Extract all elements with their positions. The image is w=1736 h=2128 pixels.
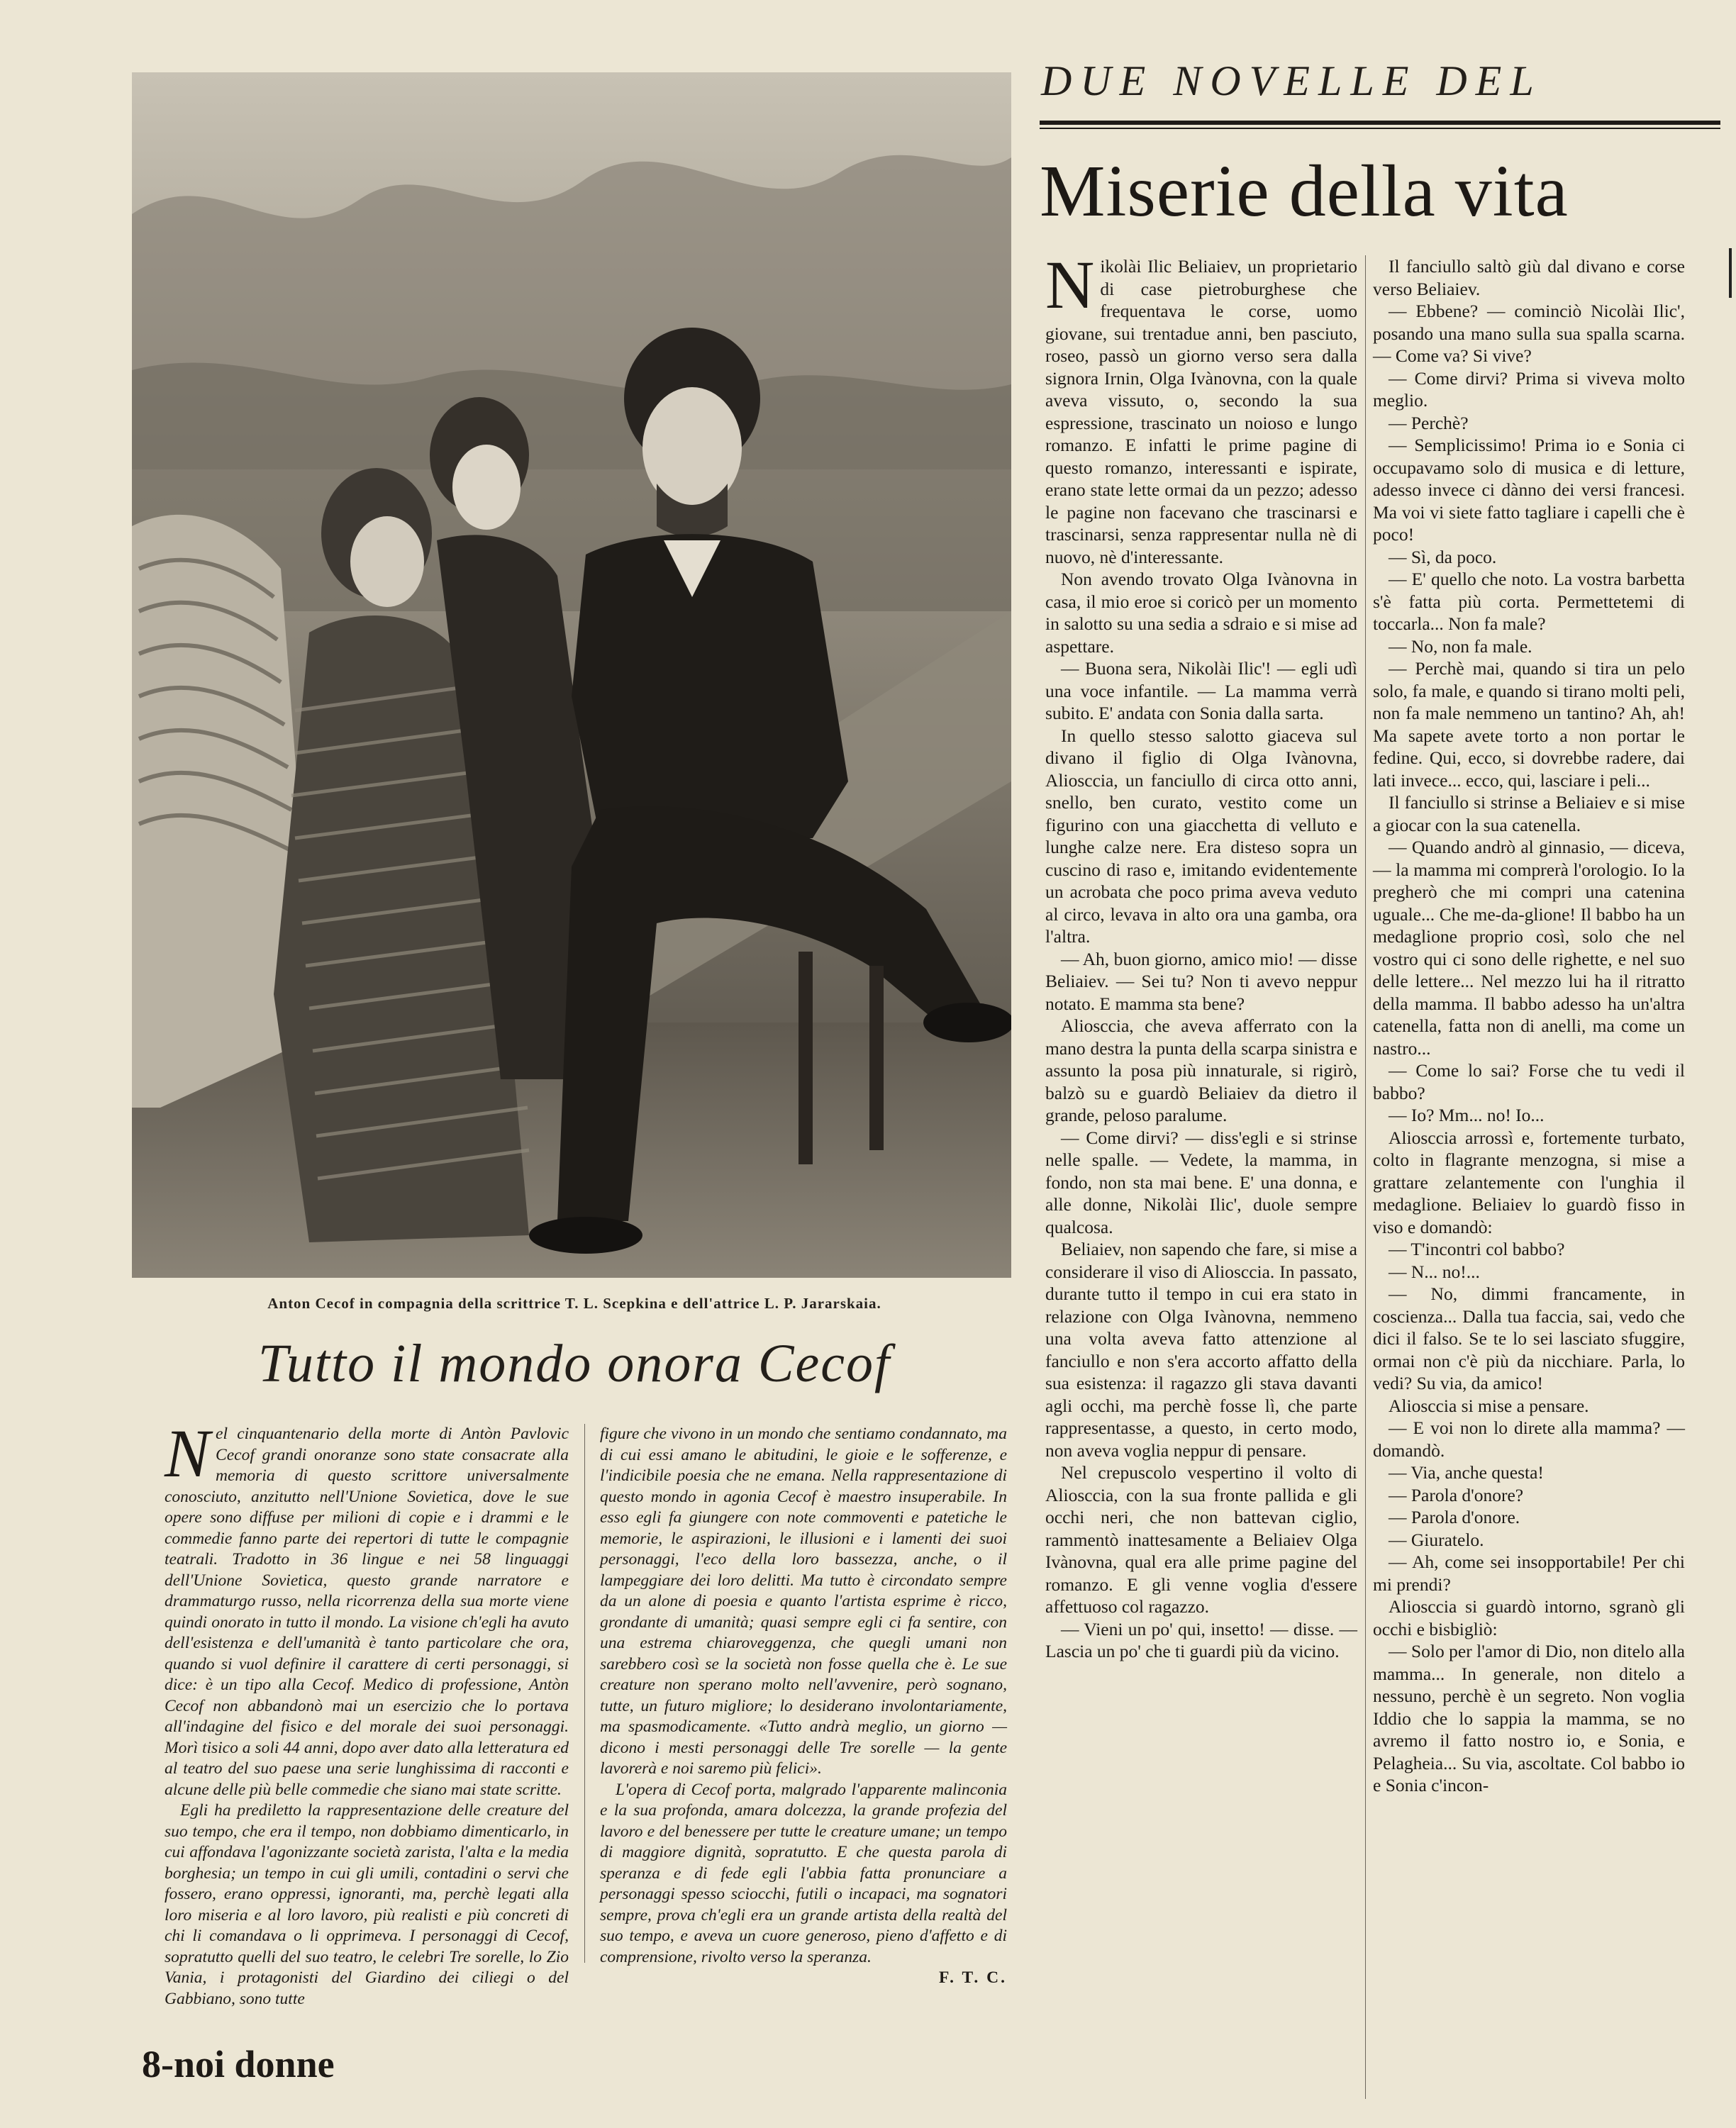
edge-mark bbox=[1729, 248, 1732, 298]
article-column-2 bbox=[600, 1424, 1007, 1989]
article-headline: Tutto il mondo onora Cecof bbox=[257, 1334, 891, 1393]
story-paragraph: — Come lo sai? Forse che tu vedi il babbo? bbox=[1373, 1060, 1685, 1103]
story-paragraph: — Ebbene? — cominciò Nicolài Ilic', posando una mano sulla sua spalla scarna. — Come va? Si vive? bbox=[1373, 301, 1685, 366]
header-rule bbox=[1040, 121, 1720, 125]
drop-cap: N bbox=[165, 1415, 211, 1491]
article-paragraph: Nel cinquantenario della morte di Antòn Pavlovic Cecof grandi onoranze sono state consacrate alla memoria di questo scrittore universalmente conosciuto, anzitutto nell'Unione Sovietica, dove le sue opere sono diffuse per milioni di copie e i drammi e le commedie fanno parte dei repertori di tutte le compagnie teatrali. Tradotto in 36 lingue e nei 58 linguaggi dell'Unione Sovietica, questo grande narratore e drammaturgo russo, nella ricorrenza della sua morte viene quindi onorato in tutto il mondo. La visione ch'egli ha avuto dell'esistenza e dell'umanità è tanto particolare che ora, quando si vuol definire il carattere di certi personaggi, si dice: è un tipo alla Cecof. Medico di professione, Antòn Cecof non abbandonò mai un esercizio che lo portava all'indagine del fisico e del morale dei suoi personaggi. Morì tisico a soli 44 anni, dopo aver dato alla letteratura ed al teatro del suo paese una serie lunghissima di racconti e alcune delle più belle commedie che siano mai state scritte. bbox=[165, 1415, 569, 1799]
story-paragraph: Nikolài Ilic Beliaiev, un proprietario di case pietroburghese che frequentava le corse, uomo giovane, sui trentadue anni, ben pasciuto, roseo, passò un giorno verso sera dalla signora Irnin, Olga Ivànovna, con la quale aveva vissuto, o, secondo la sua espressione, trascinato un noioso e lungo romanzo. E infatti le prime pagine di questo romanzo, interessanti e ispirate, erano state lette ormai da un pezzo; adesso le pagine non facevano che trascinarsi e trascinarsi, senza rappresentar nulla nè di nuovo, nè d'interessante. bbox=[1045, 247, 1357, 567]
article-column-1 bbox=[165, 1415, 569, 2010]
story-paragraph: — Quando andrò al ginnasio, — diceva, — la mamma mi comprerà l'orologio. Io la pregherò che mi compri una catenina uguale... Che me-da-glione! Il babbo ha un medaglione proprio così, solo che nel vostro qui ci sono delle righette, e nel suo delle lettere... Nel mezzo lui ha il ritratto della mamma. Il babbo adesso ha un'altra catenella, fatta non di anelli, ma come un nastro... bbox=[1373, 837, 1685, 1059]
story-paragraph: In quello stesso salotto giaceva sul divano il figlio di Olga Ivànovna, Aliosccia, un fanciullo di circa otto anni, snello, ben curato, vestito come un figurino con una giacchetta di velluto e lunghe calze nere. Era disteso sopra un cuscino di raso e, imitando evidentemente un acrobata che poco prima aveva veduto al circo, levava in alto ora una gamba, ora l'altra. bbox=[1045, 725, 1357, 947]
story-paragraph: — Solo per l'amor di Dio, non ditelo alla mamma... In generale, non ditelo a nessuno, perchè è un segreto. Non voglia Iddio che lo sappia la mamma, se no avremo il fatto nostro io, e Sonia, e Pelagheia... Su via, ascoltate. Col babbo io e Sonia c'incon- bbox=[1373, 1641, 1685, 1795]
story-paragraph: — Perchè? bbox=[1389, 412, 1469, 433]
page-folio: 8-noi donne bbox=[142, 2043, 335, 2085]
story-paragraph: — E voi non lo direte alla mamma? — domandò. bbox=[1373, 1417, 1685, 1461]
story-paragraph: — T'incontri col babbo? bbox=[1389, 1239, 1565, 1259]
story-paragraph: — Perchè mai, quando si tira un pelo solo, fa male, e quando si tirano molti peli, non fa male nemmeno un tantino? Ah, ah! Ma sapete avete torto a non portar le fedine. Qui, ecco, si dovrebbe radere, dai lati invece... ecco, qui, lasciare i peli... bbox=[1373, 658, 1685, 791]
story-paragraph: Aliosccia si guardò intorno, sgranò gli occhi e bisbigliò: bbox=[1373, 1596, 1685, 1639]
article-paragraph: Egli ha prediletto la rappresentazione delle creature del suo tempo, che era il tempo, non dobbiamo dimenticarlo, in cui affondava l'agonizzante società zarista, l'alta e la media borghesia; un tempo in cui gli umili, contadini o servi che fossero, erano oppressi, ignoranti, ma, perchè legati alla loro miseria e al loro lavoro, più realisti e più concreti di chi li comandava o li opprimeva. I personaggi di Cecof, sopratutto quelli del suo teatro, le celebri Tre sorelle, lo Zio Vania, i protagonisti del Giardino dei ciliegi o del Gabbiano, sono tutte bbox=[165, 1801, 569, 2008]
story-paragraph: — Parola d'onore? bbox=[1389, 1484, 1524, 1505]
story-paragraph: — No, dimmi francamente, in coscienza... Dalla tua faccia, sai, vedo che dici il falso. Se te lo sei lasciato sfuggire, ormai non c'è più da nicchiare. Parla, lo vedi? Su via, da amico! bbox=[1373, 1283, 1685, 1393]
story-paragraph: — Io? Mm... no! Io... bbox=[1389, 1105, 1545, 1125]
story-paragraph: — Come dirvi? Prima si viveva molto meglio. bbox=[1373, 367, 1685, 411]
photo-caption: Anton Cecof in compagnia della scrittrice T. L. Scepkina e dell'attrice L. P. Jararskaia. bbox=[267, 1295, 881, 1312]
story-paragraph: — Sì, da poco. bbox=[1389, 546, 1497, 567]
article-paragraph: L'opera di Cecof porta, malgrado l'apparente malinconia e la sua profonda, amara dolcezza, la grande profezia del lavoro e del benessere per tutte le creature umane; un tempo di maggiore dignità, sopratutto. E che questa parola di speranza e di fede egli l'abbia fatta pronunciare a personaggi spesso sciocchi, futili o incapaci, ma sognatori sempre, prova ch'egli era un grande artista della realtà del suo tempo, e aveva un cuore generoso, pieno d'affetto e di comprensione, rivolto verso la speranza. bbox=[600, 1780, 1007, 1966]
story-paragraph: — Vieni un po' qui, insetto! — disse. — Lascia un po' che ti guardi più da vicino. bbox=[1045, 1618, 1357, 1661]
story-paragraph: — Ah, come sei insopportabile! Per chi mi prendi? bbox=[1373, 1552, 1685, 1595]
story-paragraph: Aliosccia arrossì e, fortemente turbato, colto in flagrante menzogna, si mise a grattare zelantemente con l'unghia il medaglione. Beliaiev lo guardò fisso in viso e domandò: bbox=[1373, 1127, 1685, 1237]
story-paragraph: — E' quello che noto. La vostra barbetta s'è fatta più corta. Permettetemi di toccarla... Non fa male? bbox=[1373, 569, 1685, 634]
header-rule-thin bbox=[1040, 128, 1720, 129]
story-paragraph: Aliosccia si mise a pensare. bbox=[1389, 1395, 1589, 1416]
column-divider bbox=[584, 1424, 585, 1963]
story-paragraph: — Buona sera, Nikolài Ilic'! — egli udì una voce infantile. — La mamma verrà subito. E' andata con Sonia dalla sarta. bbox=[1045, 658, 1357, 723]
story-paragraph: — Semplicissimo! Prima io e Sonia ci occupavamo solo di musica e di letture, adesso invece ci dànno dei versi francesi. Ma voi vi siete fatto tagliare i capelli che è poco! bbox=[1373, 435, 1685, 545]
story-paragraph: Non avendo trovato Olga Ivànovna in casa, il mio eroe si coricò per un momento in salotto su una sedia a sdraio e si mise ad aspettare. bbox=[1045, 569, 1357, 657]
photo-illustration bbox=[132, 72, 1011, 1278]
story-paragraph: — No, non fa male. bbox=[1389, 635, 1532, 657]
story-title: Miserie della vita bbox=[1040, 150, 1569, 232]
portrait-photo bbox=[132, 72, 1011, 1278]
article-signature: F. T. C. bbox=[938, 1968, 1007, 1987]
story-paragraph: Nel crepuscolo vespertino il volto di Aliosccia, con la sua fronte pallida e gli occhi neri, che non battevan ciglio, rammentò inattesamente a Beliaiev Olga Ivànovna, qual era alle prime pagine del romanzo. E gli venne voglia d'essere affettuoso col ragazzo. bbox=[1045, 1462, 1357, 1617]
column-divider bbox=[1365, 255, 1366, 2099]
story-paragraph: Beliaiev, non sapendo che fare, si mise a considerare il viso di Aliosccia. In passato, durante tutto il tempo in cui era stato in relazione con Olga Ivànovna, nemmeno una volta aveva fatto attenzione al fanciullo e non s'era accorto affatto della sua esistenza: il ragazzo gli stava davanti agli occhi, ma perchè fosse lì, che parte rappresentasse, a questo, in certo modo, non aveva voglia neppur di pensare. bbox=[1045, 1239, 1357, 1461]
article-paragraph: figure che vivono in un mondo che sentiamo condannato, ma di cui essi amano le abitudini, le gioie e le sofferenze, e l'indicibile poesia che ne emana. Nella rappresentazione di questo mondo in agonia Cecof è maestro insuperabile. In esso egli fa giungere con note commoventi e patetiche le memorie, le aspirazioni, le illusioni e i lamenti dei suoi personaggi, l'eco della loro bassezza, anche, o il lampeggiare dei loro delitti. Ma tutto è circondato sempre da un alone di poesia e quanto l'artista esprime è ricco, grondante di umanità; quasi sempre egli ci fa sentire, con una estrema chiaroveggenza, che quegli umani non sarebbero così se la società non fosse quella che è. Le sue creature non sperano molto nell'avvenire, però sognano, tutte, un futuro migliore; lo desiderano involontariamente, ma spasmodicamente. «Tutto andrà meglio, un giorno — dicono i mesti personaggi delle Tre sorelle — la gente lavorerà e noi saremo più felici». bbox=[600, 1425, 1007, 1778]
story-paragraph: Il fanciullo si strinse a Beliaiev e si mise a giocar con la sua catenella. bbox=[1373, 792, 1685, 835]
story-paragraph: Aliosccia, che aveva afferrato con la mano destra la punta della scarpa sinistra e assunto la posa più innaturale, si rigirò, balzò su e guardò Beliaiev da dietro il grande, peloso paralume. bbox=[1045, 1015, 1357, 1125]
story-paragraph: — Ah, buon giorno, amico mio! — disse Beliaiev. — Sei tu? Non ti avevo neppur notato. E mamma sta bene? bbox=[1045, 948, 1357, 1014]
story-paragraph: Il fanciullo saltò giù dal divano e corse verso Beliaiev. bbox=[1373, 256, 1685, 299]
drop-cap: N bbox=[1045, 247, 1095, 323]
story-paragraph: — Via, anche questa! bbox=[1389, 1462, 1544, 1483]
story-paragraph: — N... no!... bbox=[1389, 1261, 1480, 1282]
story-column-1 bbox=[1045, 247, 1357, 1663]
story-paragraph: — Giuratelo. bbox=[1389, 1529, 1484, 1550]
story-paragraph: — Come dirvi? — diss'egli e si strinse nelle spalle. — Vedete, la mamma, in fondo, non sta mai bene. E' una donna, e alle donne, Nikolài Ilic', duole sempre qualcosa. bbox=[1045, 1127, 1357, 1237]
story-paragraph: — Parola d'onore. bbox=[1389, 1507, 1520, 1527]
story-column-2 bbox=[1373, 255, 1685, 1797]
section-kicker: DUE NOVELLE DEL bbox=[1041, 57, 1542, 104]
